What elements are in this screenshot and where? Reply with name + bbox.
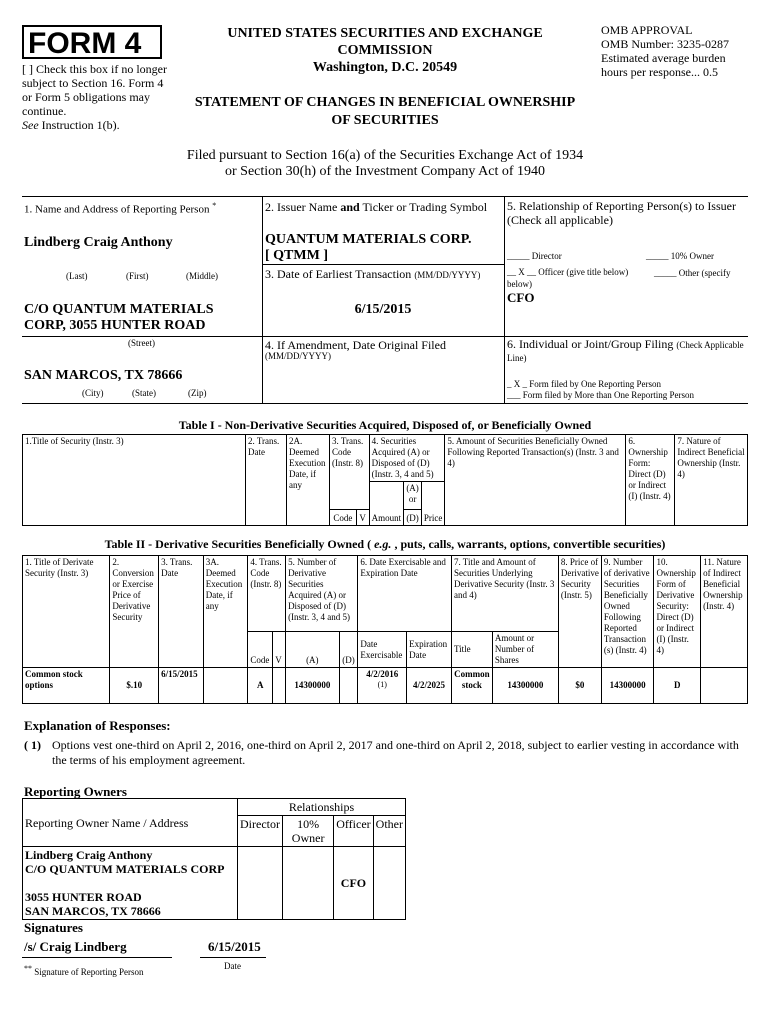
t2-deemed-date <box>203 668 248 704</box>
issuer-name <box>265 232 472 264</box>
middle-label: (Middle) <box>186 271 218 281</box>
issuer-line1: QUANTUM MATERIALS CORP. <box>265 232 472 247</box>
t2-h-expiration: Expiration Date <box>407 632 452 668</box>
t2-expiration: 4/2/2025 <box>407 668 452 704</box>
box5-check-all: (Check all applicable) <box>507 213 613 227</box>
t2-conversion-price: $.10 <box>110 668 159 704</box>
t2-ownership-form: D <box>654 668 701 704</box>
reporting-person-address: C/O QUANTUM MATERIALS CORP, 3055 HUNTER ROAD <box>24 302 214 333</box>
check-box-text: [ ] Check this box if no longer subject to Section 16. Form 4 or Form 5 obligations may continue. <box>22 62 167 118</box>
statement-line1: STATEMENT OF CHANGES IN BENEFICIAL OWNERSHIP <box>194 95 576 110</box>
t2-date-exercisable <box>358 668 407 704</box>
t2-underlying-title: Common stock <box>451 668 492 704</box>
box5-label <box>507 199 750 227</box>
t2-h-date-ex: Date Exercisable <box>358 632 407 668</box>
t2-h-title: 1. Title of Derivate Security (Instr. 3) <box>23 556 110 668</box>
t1-h-securities: 4. Securities Acquired (A) or Disposed of (D) (Instr. 3, 4 and 5) <box>369 435 445 482</box>
ro-ten-owner <box>282 847 333 920</box>
table1-title: Table I - Non-Derivative Securities Acquired, Disposed of, or Beneficially Owned <box>178 418 592 432</box>
omb-line3: Estimated average burden <box>601 51 726 65</box>
last-label: (Last) <box>66 271 88 281</box>
t2-h-v: V <box>273 632 286 668</box>
ro-h-name: Reporting Owner Name / Address <box>23 799 238 847</box>
signatures-heading: Signatures <box>24 920 83 935</box>
t1-h-aord-or: or <box>408 494 417 504</box>
t2-h-price: 8. Price of Derivative Security (Instr. 5) <box>558 556 601 668</box>
t1-h-ownership-form: 6. Ownership Form: Direct (D) or Indirect (I) (Instr. 4) <box>626 435 675 526</box>
filed-pursuant <box>100 148 670 180</box>
ro-other <box>373 847 405 920</box>
date-label: Date <box>224 961 241 971</box>
explanation-text: Options vest one-third on April 2, 2016, one-third on April 2, 2017 and one-third on April 2, 2018, subject to earlier vesting in accordance with the terms of his employment agreement. <box>52 738 739 767</box>
t2-h-ownership-form: 10. Ownership Form of Derivative Security: Direct (D) or Indirect (I) (Instr. 4) <box>654 556 701 668</box>
t2-underlying-amount: 14300000 <box>492 668 558 704</box>
ro-owner-address <box>23 847 238 920</box>
t2-acquired: 14300000 <box>286 668 340 704</box>
ro-h-director: Director <box>238 816 283 847</box>
more-person-filing: ___ Form filed by More than One Reporting Person <box>507 390 694 400</box>
ro-h-ten-owner: 10% Owner <box>282 816 333 847</box>
t1-h-price: Price <box>421 482 445 526</box>
agency-line1: UNITED STATES SECURITIES AND EXCHANGE <box>227 26 543 41</box>
t1-h-code: Code <box>330 510 357 526</box>
box2-label-and: and <box>340 200 360 214</box>
box2-label-post: Ticker or Trading Symbol <box>359 200 488 214</box>
t2-h-nature: 11. Nature of Indirect Beneficial Ownership (Instr. 4) <box>701 556 748 668</box>
t2-disposed <box>339 668 358 704</box>
box3-label-text: 3. Date of Earliest Transaction <box>265 267 412 281</box>
t1-h-aord-d: (D) <box>404 510 422 526</box>
box5-label-text: 5. Relationship of Reporting Person(s) to Issuer <box>507 199 736 213</box>
earliest-transaction-date: 6/15/2015 <box>354 302 412 317</box>
box4-label: 4. If Amendment, Date Original Filed <box>265 338 446 352</box>
t2-nature <box>701 668 748 704</box>
box2-label <box>265 200 487 215</box>
table2-title-eg: e.g. <box>374 537 392 551</box>
other-checkbox <box>507 268 750 290</box>
t2-h-trans-code: 4. Trans. Code (Instr. 8) <box>248 556 286 632</box>
table2-title <box>22 537 748 552</box>
other-checkbox-text: _____ Other (specify below) <box>507 268 731 289</box>
box6-label <box>507 338 750 364</box>
state-label: (State) <box>132 388 156 398</box>
t2-exercisable-date: 4/2/2016 <box>366 669 399 679</box>
form-title: FORM 4 <box>22 25 162 59</box>
agency-block <box>190 25 580 76</box>
table2-title-pre: Table II - Derivative Securities Beneficially Owned ( <box>104 537 375 551</box>
director-checkbox: _____ Director <box>507 251 562 261</box>
signature-date: 6/15/2015 <box>208 939 261 954</box>
ro-line1: Lindberg Craig Anthony <box>25 848 153 862</box>
explanation-item <box>24 738 744 768</box>
omb-line2: OMB Number: 3235-0287 <box>601 37 729 51</box>
box6-label-small: (Check Applicable Line) <box>507 340 744 363</box>
officer-checkbox: __ X __ Officer (give title below) <box>507 267 629 277</box>
city-label: (City) <box>82 388 104 398</box>
table2 <box>22 555 748 704</box>
reporting-person-name: Lindberg Craig Anthony <box>24 235 173 250</box>
t1-h-title: 1.Title of Security (Instr. 3) <box>23 435 246 526</box>
first-label: (First) <box>126 271 149 281</box>
signature-label-text: Signature of Reporting Person <box>34 967 144 977</box>
explanation-heading: Explanation of Responses: <box>24 718 171 733</box>
reporting-owners-table <box>22 798 406 920</box>
box1-label-text: 1. Name and Address of Reporting Person <box>24 203 210 216</box>
t1-h-trans-code: 3. Trans. Code (Instr. 8) <box>330 435 370 510</box>
ro-h-relationships: Relationships <box>238 799 406 816</box>
t2-h-number: 5. Number of Derivative Securities Acquired (A) or Disposed of (D) (Instr. 3, 4 and 5) <box>286 556 358 632</box>
omb-line4: hours per response... 0.5 <box>601 65 718 79</box>
t2-h-underlying-title: Title <box>451 632 492 668</box>
t1-h-amount: Amount <box>369 482 404 526</box>
table1 <box>22 434 748 526</box>
table-row <box>23 847 406 920</box>
ro-director <box>238 847 283 920</box>
omb-approval <box>601 23 761 79</box>
t2-h-amount-shares: Amount or Number of Shares <box>492 632 558 668</box>
t1-h-aord-a: (A) <box>406 483 419 493</box>
agency-line2: COMMISSION <box>337 43 433 58</box>
t2-deriv-price: $0 <box>558 668 601 704</box>
officer-title: CFO <box>507 290 535 305</box>
t1-h-nature: 7. Nature of Indirect Beneficial Ownership (Instr. 4) <box>675 435 748 526</box>
issuer-ticker: [ QTMM ] <box>265 248 328 263</box>
t2-trans-code: A <box>248 668 273 704</box>
t2-footnote-ref: (1) <box>377 680 387 689</box>
ro-line2: C/O QUANTUM MATERIALS CORP <box>25 862 225 876</box>
t2-h-number-owned: 9. Number of derivative Securities Beneficially Owned Following Reported Transaction (s) (Instr. 4) <box>601 556 654 668</box>
table2-title-post: , puts, calls, warrants, options, convertible securities) <box>391 537 666 551</box>
t2-h-trans-date: 3. Trans. Date <box>159 556 204 668</box>
ro-h-officer: Officer <box>334 816 373 847</box>
see-instruction: Instruction 1(b). <box>38 118 120 132</box>
t1-h-trans-date: 2. Trans. Date <box>246 435 287 526</box>
t1-h-amount-owned: 5. Amount of Securities Beneficially Owned Following Reported Transaction(s) (Instr. 3 and 4) <box>445 435 626 526</box>
ro-h-other: Other <box>373 816 405 847</box>
t2-h-date-exercisable: 6. Date Exercisable and Expiration Date <box>358 556 452 632</box>
zip-label: (Zip) <box>188 388 207 398</box>
ro-line3: 3055 HUNTER ROAD <box>25 890 142 904</box>
box3-label <box>265 267 480 282</box>
box3-label-small: (MM/DD/YYYY) <box>414 270 481 280</box>
signature-stars: ** <box>24 964 32 973</box>
t2-h-a: (A) <box>286 632 340 668</box>
check-box-notice <box>22 62 172 132</box>
signature-label <box>24 964 144 978</box>
t2-h-code: Code <box>248 632 273 668</box>
t1-h-aord <box>404 482 422 510</box>
ro-officer: CFO <box>334 847 373 920</box>
table-row <box>23 668 748 704</box>
t1-h-deemed-date: 2A. Deemed Execution Date, if any <box>287 435 330 526</box>
box4-label-small: (MM/DD/YYYY) <box>265 351 331 361</box>
filed-line2: or Section 30(h) of the Investment Company Act of 1940 <box>225 164 545 179</box>
box2-label-pre: 2. Issuer Name <box>265 200 341 214</box>
t2-v <box>273 668 286 704</box>
t2-h-conversion: 2. Conversion or Exercise Price of Derivative Security <box>110 556 159 668</box>
reporting-person-city: SAN MARCOS, TX 78666 <box>24 368 183 383</box>
t2-trans-date: 6/15/2015 <box>159 668 204 704</box>
t2-h-underlying: 7. Title and Amount of Securities Underlying Derivative Security (Instr. 3 and 4) <box>451 556 558 632</box>
reporting-owners-heading: Reporting Owners <box>24 784 127 799</box>
t2-h-deemed-date: 3A. Deemed Execution Date, if any <box>203 556 248 668</box>
box1-star: * <box>212 201 217 210</box>
signature-name: /s/ Craig Lindberg <box>24 939 127 954</box>
see-word: See <box>22 118 39 132</box>
t2-owned: 14300000 <box>601 668 654 704</box>
box1-label <box>24 201 216 216</box>
statement-line2: OF SECURITIES <box>331 113 439 128</box>
ten-percent-owner-checkbox: _____ 10% Owner <box>646 251 714 261</box>
one-person-filing: _ X _ Form filed by One Reporting Person <box>507 379 661 389</box>
statement-title <box>175 94 595 130</box>
box6-label-text: 6. Individual or Joint/Group Filing <box>507 337 674 351</box>
t2-security: Common stock options <box>23 668 110 704</box>
street-label: (Street) <box>128 338 155 348</box>
filed-line1: Filed pursuant to Section 16(a) of the Securities Exchange Act of 1934 <box>186 148 584 163</box>
omb-line1: OMB APPROVAL <box>601 23 693 37</box>
explanation-number: ( 1) <box>24 738 41 752</box>
agency-line3: Washington, D.C. 20549 <box>312 60 458 75</box>
ro-line4: SAN MARCOS, TX 78666 <box>25 904 161 918</box>
t1-h-v: V <box>356 510 369 526</box>
t2-h-d: (D) <box>339 632 358 668</box>
